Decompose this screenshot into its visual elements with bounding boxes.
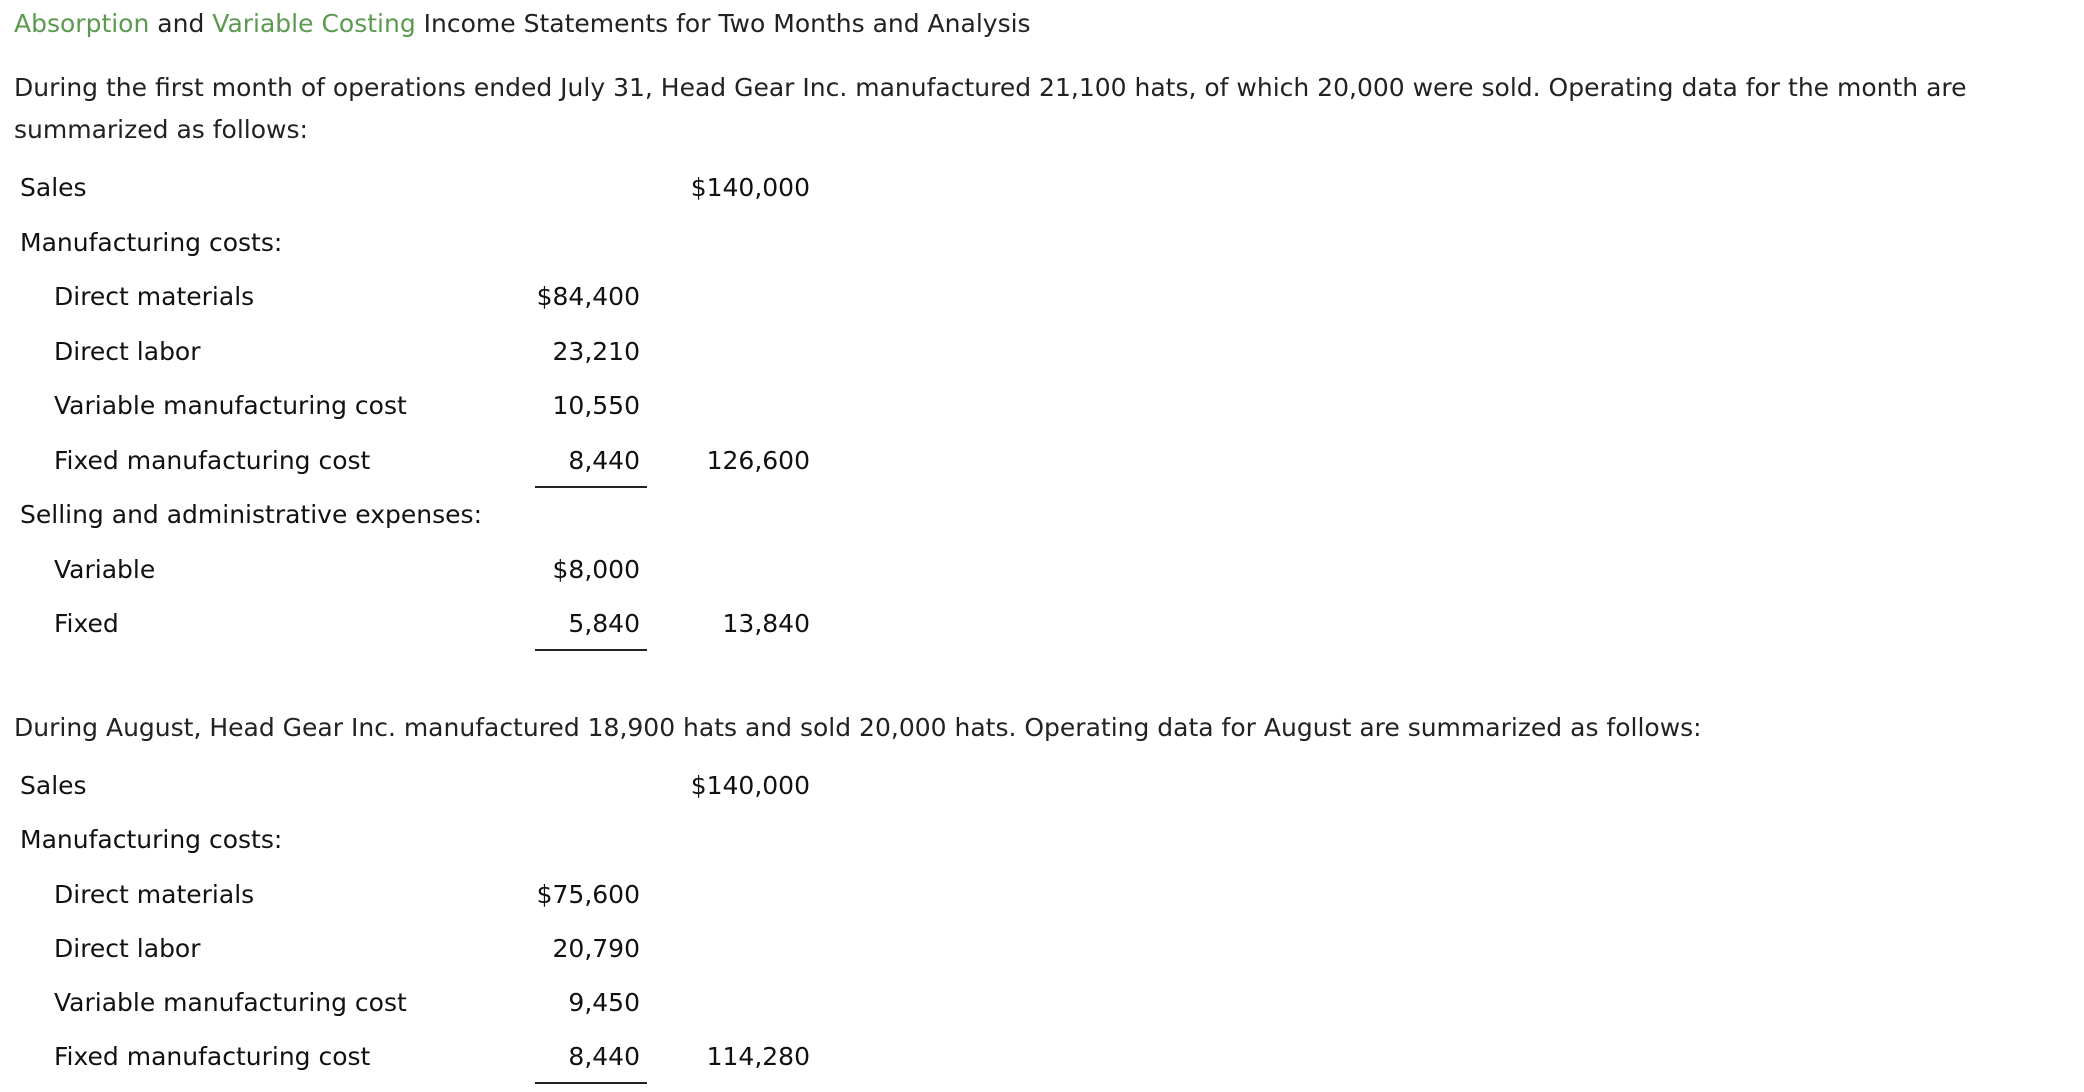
subtotal-underline	[535, 649, 647, 651]
manufacturing-total: 126,600	[706, 445, 810, 475]
fixed-mfg-cost-amount: 8,440	[568, 445, 640, 475]
page-title	[14, 6, 1031, 42]
sa-fixed-label: Fixed	[54, 609, 119, 638]
variable-mfg-cost-label: Variable manufacturing cost	[54, 988, 407, 1018]
direct-labor-amount: 20,790	[552, 933, 640, 963]
sa-fixed-amount: 5,840	[568, 609, 640, 638]
direct-materials-amount: $84,400	[536, 282, 640, 311]
direct-labor-amount: 23,210	[552, 336, 640, 366]
sales-label: Sales	[20, 173, 87, 202]
title-and: and	[157, 9, 205, 38]
fixed-mfg-cost-label: Fixed manufacturing cost	[54, 445, 371, 475]
direct-labor-label: Direct labor	[54, 336, 201, 366]
sales-amount: $140,000	[690, 173, 810, 202]
variable-mfg-cost-amount: 9,450	[568, 988, 640, 1018]
absorption-link[interactable]: Absorption	[14, 9, 150, 38]
direct-materials-amount: $75,600	[536, 879, 640, 909]
manufacturing-costs-header: Manufacturing costs:	[20, 825, 283, 855]
manufacturing-total: 114,280	[706, 1042, 810, 1072]
selling-admin-total: 13,840	[722, 609, 810, 638]
fixed-mfg-cost-amount: 8,440	[568, 1042, 640, 1072]
variable-mfg-cost-amount: 10,550	[552, 391, 640, 420]
subtotal-underline	[535, 1082, 647, 1084]
variable-mfg-cost-label: Variable manufacturing cost	[54, 391, 407, 420]
direct-labor-label: Direct labor	[54, 933, 201, 963]
direct-materials-label: Direct materials	[54, 879, 255, 909]
sales-label: Sales	[20, 771, 87, 800]
sales-amount: $140,000	[690, 771, 810, 800]
august-intro-paragraph: During August, Head Gear Inc. manufactured 18,900 hats and sold 20,000 hats. Operating data for August are summarized as follows:	[14, 713, 1702, 742]
sa-variable-label: Variable	[54, 554, 156, 584]
variable-costing-link[interactable]: Variable Costing	[212, 9, 416, 38]
sa-variable-amount: $8,000	[552, 554, 640, 584]
selling-admin-header: Selling and administrative expenses:	[20, 500, 482, 529]
july-intro-paragraph: During the first month of operations ended July 31, Head Gear Inc. manufactured 21,100 hats, of which 20,000 were sold. Operating data for the month are summarized as follows:	[14, 73, 1967, 144]
manufacturing-costs-header: Manufacturing costs:	[20, 227, 283, 257]
title-rest: Income Statements for Two Months and Analysis	[423, 9, 1031, 38]
direct-materials-label: Direct materials	[54, 282, 255, 311]
subtotal-underline	[535, 486, 647, 488]
fixed-mfg-cost-label: Fixed manufacturing cost	[54, 1042, 371, 1072]
